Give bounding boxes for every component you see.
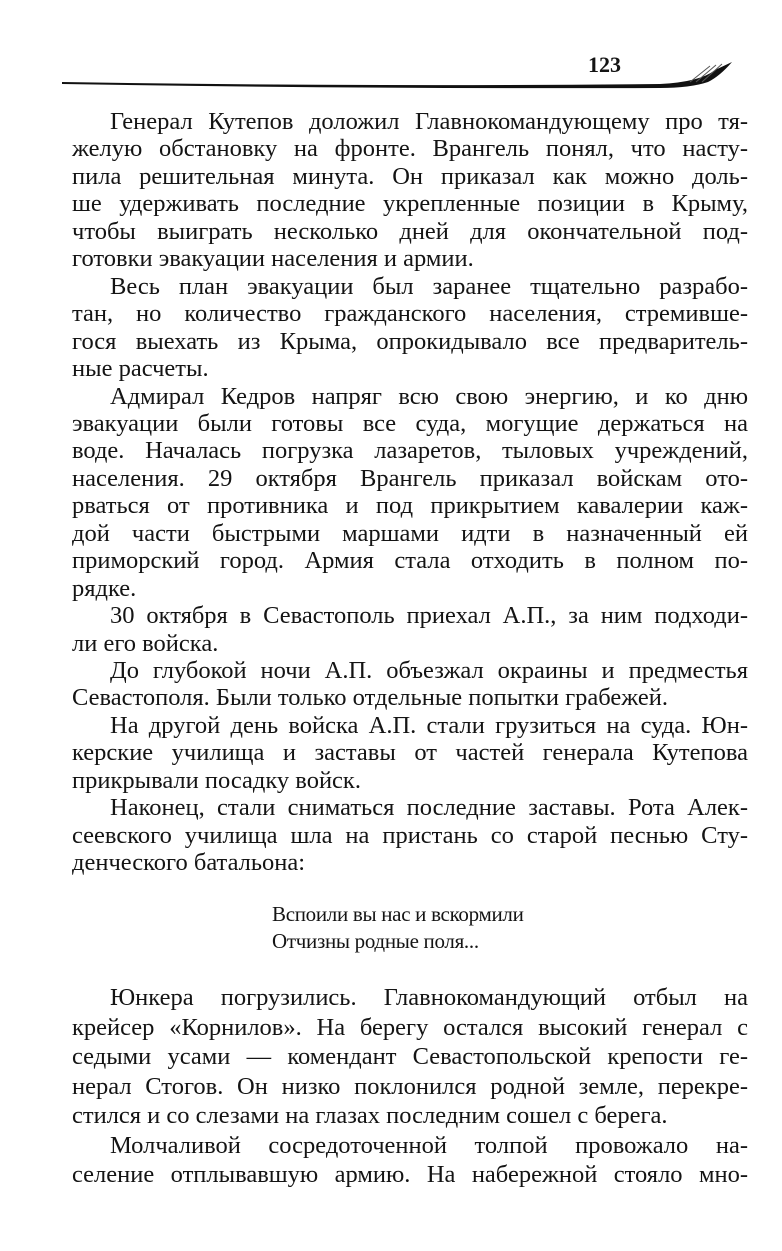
text-line: населения. 29 октября Врангель приказал войскам ото-	[72, 464, 748, 492]
text-line: дой части быстрыми маршами идти в назначенный ей	[72, 519, 748, 547]
text-line: Юнкера погрузились. Главнокомандующий отбыл на	[110, 984, 748, 1011]
text-line: Адмирал Кедров напряг всю свою энергию, и ко дню	[110, 382, 748, 410]
text-line: рядке.	[72, 574, 137, 602]
text-line: До глубокой ночи А.П. объезжал окраины и предместья	[110, 657, 748, 684]
text-line: ные расчеты.	[72, 355, 209, 383]
text-line: Севастополя. Были только отдельные попытки грабежей.	[72, 684, 668, 712]
text-line: Молчаливой сосредоточенной толпой провожало на-	[110, 1131, 748, 1159]
text-line: тан, но количество гражданского населения, стремивше-	[72, 300, 748, 328]
text-line: седыми усами — комендант Севастопольской крепости ге-	[72, 1043, 748, 1070]
text-line: желую обстановку на фронте. Врангель понял, что насту-	[72, 135, 748, 163]
text-line: керские училища и заставы от частей генерала Кутепова	[72, 739, 748, 767]
poem-line: Вспоили вы нас и вскормили	[272, 902, 524, 926]
text-line: ли его войска.	[72, 629, 219, 657]
text-line: 30 октября в Севастополь приехал А.П., за ним подходи-	[110, 602, 748, 630]
header-rule-ornament	[60, 60, 740, 96]
text-line: эвакуации были готовы все суда, могущие держаться на	[72, 409, 748, 437]
text-line: готовки эвакуации населения и армии.	[72, 245, 474, 273]
text-line: воде. Началась погрузка лазаретов, тыловых учреждений,	[72, 437, 748, 465]
page-number: 123	[588, 52, 621, 77]
text-line: селение отплывавшую армию. На набережной стояло мно-	[72, 1161, 748, 1188]
text-line: приморский город. Армия стала отходить в полном по-	[72, 547, 748, 575]
poem-line: Отчизны родные поля...	[272, 929, 479, 953]
text-line: прикрывали посадку войск.	[72, 766, 361, 794]
text-line: Наконец, стали сниматься последние заставы. Рота Алек-	[110, 794, 748, 822]
text-line: чтобы выиграть несколько дней для окончательной под-	[72, 217, 748, 245]
text-line: рваться от противника и под прикрытием кавалерии каж-	[72, 492, 748, 520]
text-line: Весь план эвакуации был заранее тщательно разрабо-	[110, 272, 748, 300]
text-line: денческого батальона:	[72, 849, 306, 877]
text-line: гося выехать из Крыма, опрокидывало все предваритель-	[72, 327, 748, 355]
text-line: пила решительная минута. Он приказал как можно доль-	[72, 162, 748, 190]
text-line: ше удерживать последние укрепленные позиции в Крыму,	[72, 190, 748, 218]
text-line: Генерал Кутепов доложил Главнокомандующему про тя-	[110, 108, 748, 135]
text-line: стился и со слезами на глазах последним сошел с берега.	[72, 1102, 668, 1129]
text-line: На другой день войска А.П. стали грузиться на суда. Юн-	[110, 711, 748, 739]
text-line: нерал Стогов. Он низко поклонился родной земле, перекре-	[72, 1072, 748, 1100]
text-line: сеевского училища шла на пристань со старой песнью Сту-	[72, 821, 748, 849]
text-line: крейсер «Корнилов». На берегу остался высокий генерал с	[72, 1013, 748, 1041]
